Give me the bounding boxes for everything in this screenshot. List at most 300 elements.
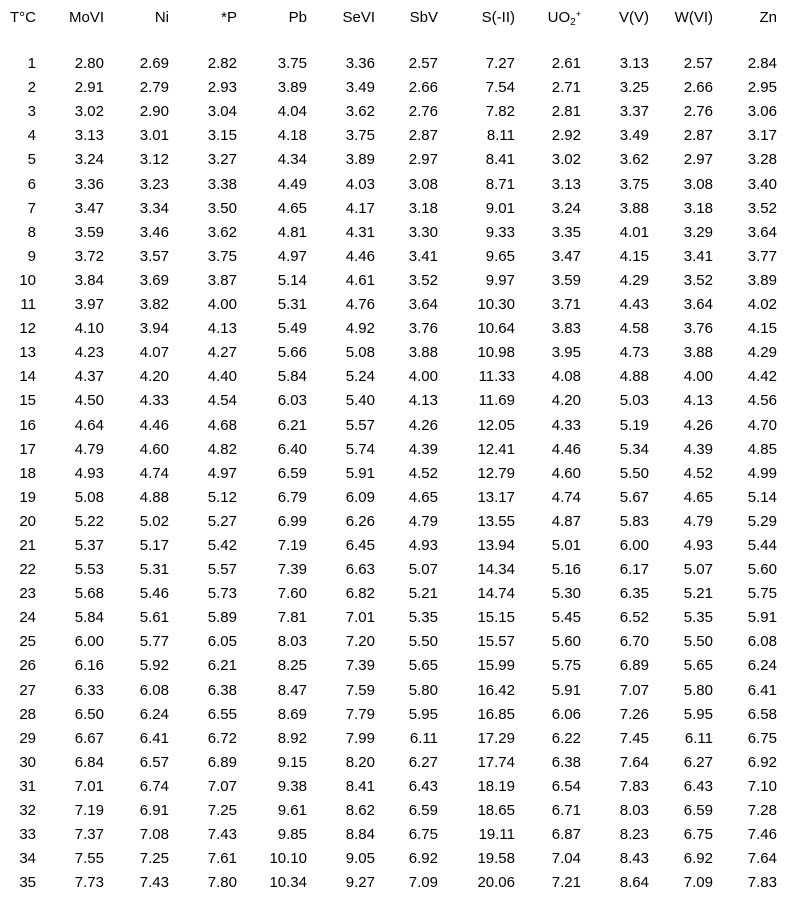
value-cell-sevi: 5.08: [345, 344, 375, 362]
table-row: [0, 558, 780, 582]
table-row: [0, 775, 780, 799]
value-cell-pb: 6.40: [277, 440, 307, 458]
value-cell-vv: 3.37: [619, 103, 649, 121]
value-cell-uo2: 6.87: [551, 826, 581, 844]
value-cell-pb: 9.85: [277, 826, 307, 844]
value-cell-sevi: 4.03: [345, 175, 375, 193]
column-header-label: V(V): [619, 9, 649, 26]
temperature-cell: 24: [19, 609, 36, 627]
value-cell-zn: 6.08: [747, 633, 777, 651]
temperature-cell: 32: [19, 802, 36, 819]
value-cell-movi: 6.00: [74, 633, 104, 651]
value-cell-s2: 16.42: [477, 681, 515, 699]
value-cell-movi: 3.36: [74, 175, 104, 193]
value-cell-wvi: 6.92: [683, 850, 713, 868]
table-body: [0, 30, 780, 895]
table-row: [0, 486, 780, 510]
value-cell-sbv: 4.65: [408, 488, 438, 506]
value-cell-ni: 3.94: [139, 320, 169, 338]
column-header-label: Ni: [154, 9, 169, 26]
value-cell-s2: 13.94: [477, 536, 515, 554]
value-cell-ni: 2.90: [139, 103, 169, 121]
value-cell-ni: 7.25: [139, 850, 169, 868]
value-cell-zn: 6.41: [747, 681, 777, 699]
table-row: [0, 871, 780, 895]
value-cell-p: 5.73: [207, 585, 237, 603]
value-cell-vv: 3.75: [619, 175, 649, 193]
value-cell-sbv: 4.26: [408, 416, 438, 434]
value-cell-movi: 5.08: [74, 488, 104, 506]
value-cell-wvi: 5.21: [683, 585, 713, 603]
value-cell-vv: 6.89: [619, 657, 649, 675]
temperature-cell: 7: [27, 199, 36, 217]
value-cell-wvi: 3.88: [683, 344, 713, 362]
value-cell-pb: 4.65: [277, 199, 307, 217]
value-cell-uo2: 6.22: [551, 729, 581, 747]
column-header-label: Zn: [759, 9, 777, 26]
value-cell-sbv: 3.64: [408, 296, 438, 314]
value-cell-sbv: 3.08: [408, 175, 438, 193]
value-cell-vv: 5.03: [619, 392, 649, 410]
value-cell-sbv: 3.88: [408, 344, 438, 362]
value-cell-ni: 5.77: [139, 633, 169, 651]
value-cell-ni: 3.34: [139, 199, 169, 217]
value-cell-uo2: 4.60: [551, 464, 581, 482]
table-row: [0, 76, 780, 100]
value-cell-ni: 5.31: [139, 561, 169, 579]
value-cell-s2: 9.01: [485, 199, 515, 217]
value-cell-uo2: 3.02: [551, 151, 581, 169]
value-cell-uo2: 3.47: [551, 247, 581, 265]
value-cell-s2: 8.71: [485, 175, 515, 193]
value-cell-pb: 7.81: [277, 609, 307, 627]
value-cell-wvi: 2.57: [683, 55, 713, 73]
value-cell-ni: 3.46: [139, 223, 169, 241]
value-cell-s2: 9.65: [485, 247, 515, 265]
value-cell-sbv: 3.41: [408, 247, 438, 265]
value-cell-ni: 6.57: [139, 753, 169, 771]
value-cell-pb: 8.47: [277, 681, 307, 699]
value-cell-ni: 4.20: [139, 368, 169, 386]
value-cell-sbv: 2.76: [408, 103, 438, 121]
value-cell-uo2: 3.35: [551, 223, 581, 241]
column-header-label: Pb: [288, 9, 307, 26]
table-row: [0, 510, 780, 534]
value-cell-movi: 7.37: [74, 826, 104, 844]
value-cell-uo2: 6.71: [551, 802, 581, 819]
table-row: [0, 414, 780, 438]
value-cell-s2: 19.11: [478, 826, 515, 844]
value-cell-pb: 3.75: [277, 55, 307, 73]
value-cell-s2: 9.97: [485, 271, 515, 289]
value-cell-p: 6.55: [207, 705, 237, 723]
value-cell-uo2: 3.13: [551, 175, 581, 193]
value-cell-s2: 12.79: [477, 464, 515, 482]
value-cell-movi: 7.01: [74, 777, 104, 795]
temperature-cell: 1: [27, 55, 36, 73]
temperature-cell: 2: [27, 79, 36, 97]
value-cell-uo2: 4.33: [551, 416, 581, 434]
value-cell-sevi: 4.92: [345, 320, 375, 338]
value-cell-ni: 5.17: [139, 536, 169, 554]
value-cell-s2: 10.64: [477, 320, 515, 338]
value-cell-wvi: 6.27: [683, 753, 713, 771]
value-cell-s2: 7.27: [485, 55, 515, 73]
column-header-superscript: +: [575, 9, 581, 19]
temperature-cell: 26: [19, 657, 36, 675]
value-cell-pb: 7.60: [277, 585, 307, 603]
value-cell-uo2: 6.38: [551, 753, 581, 771]
value-cell-p: 5.57: [207, 561, 237, 579]
value-cell-p: 3.50: [207, 199, 237, 217]
value-cell-zn: 2.84: [747, 55, 777, 73]
temperature-cell: 25: [19, 633, 36, 651]
value-cell-sbv: 5.35: [408, 609, 438, 627]
value-cell-zn: 3.17: [747, 127, 777, 145]
column-header-label: T°C: [10, 9, 36, 26]
value-cell-zn: 4.29: [747, 344, 777, 362]
value-cell-wvi: 6.59: [683, 802, 713, 819]
value-cell-sevi: 6.26: [345, 512, 375, 530]
value-cell-sevi: 7.59: [345, 681, 375, 699]
temperature-cell: 22: [19, 561, 36, 579]
temperature-cell: 14: [19, 368, 36, 386]
value-cell-uo2: 5.16: [551, 561, 581, 579]
value-cell-sbv: 4.00: [408, 368, 438, 386]
value-cell-wvi: 2.66: [683, 79, 713, 97]
table-row: [0, 462, 780, 486]
value-cell-pb: 3.89: [277, 79, 307, 97]
value-cell-ni: 3.01: [139, 127, 169, 145]
value-cell-vv: 3.49: [619, 127, 649, 145]
value-cell-sevi: 4.17: [345, 199, 375, 217]
value-cell-s2: 18.65: [477, 802, 515, 819]
value-cell-movi: 6.33: [74, 681, 104, 699]
value-cell-zn: 3.06: [747, 103, 777, 121]
value-cell-ni: 6.91: [139, 802, 169, 819]
value-cell-zn: 4.42: [747, 368, 777, 386]
value-cell-p: 5.89: [207, 609, 237, 627]
value-cell-zn: 3.64: [747, 223, 777, 241]
value-cell-sbv: 3.30: [408, 223, 438, 241]
value-cell-pb: 4.04: [277, 103, 307, 121]
value-cell-vv: 3.25: [619, 79, 649, 97]
value-cell-s2: 11.69: [478, 392, 515, 410]
value-cell-sevi: 4.46: [345, 247, 375, 265]
value-cell-p: 6.38: [207, 681, 237, 699]
table-row: [0, 124, 780, 148]
value-cell-zn: 4.15: [747, 320, 777, 338]
value-cell-movi: 7.73: [74, 874, 104, 892]
value-cell-s2: 14.74: [477, 585, 515, 603]
value-cell-ni: 2.79: [139, 79, 169, 97]
value-cell-sevi: 3.49: [345, 79, 375, 97]
value-cell-s2: 15.57: [477, 633, 515, 651]
value-cell-vv: 6.52: [619, 609, 649, 627]
column-header-movi: [44, 6, 107, 30]
value-cell-sbv: 6.59: [408, 802, 438, 819]
value-cell-ni: 7.43: [139, 874, 169, 892]
value-cell-wvi: 6.11: [684, 729, 713, 747]
value-cell-zn: 7.10: [747, 777, 777, 795]
value-cell-wvi: 5.07: [683, 561, 713, 579]
value-cell-wvi: 4.13: [683, 392, 713, 410]
value-cell-ni: 4.60: [139, 440, 169, 458]
value-cell-movi: 3.59: [74, 223, 104, 241]
value-cell-vv: 6.35: [619, 585, 649, 603]
value-cell-pb: 9.38: [277, 777, 307, 795]
temperature-cell: 28: [19, 705, 36, 723]
value-cell-sbv: 5.50: [408, 633, 438, 651]
value-cell-s2: 15.99: [477, 657, 515, 675]
value-cell-uo2: 3.71: [551, 296, 581, 314]
value-cell-vv: 8.43: [619, 850, 649, 868]
column-header-label: *P: [221, 9, 237, 26]
temperature-cell: 9: [27, 247, 36, 265]
column-header-label: W(VI): [674, 9, 713, 26]
value-cell-vv: 6.00: [619, 536, 649, 554]
value-cell-zn: 4.70: [747, 416, 777, 434]
value-cell-sevi: 4.61: [345, 271, 375, 289]
value-cell-movi: 5.53: [74, 561, 104, 579]
value-cell-zn: 5.75: [747, 585, 777, 603]
value-cell-wvi: 7.09: [683, 874, 713, 892]
value-cell-s2: 13.17: [477, 488, 515, 506]
value-cell-sevi: 3.75: [345, 127, 375, 145]
value-cell-sevi: 5.74: [345, 440, 375, 458]
value-cell-wvi: 4.39: [683, 440, 713, 458]
value-cell-ni: 4.07: [139, 344, 169, 362]
value-cell-uo2: 5.91: [551, 681, 581, 699]
value-cell-vv: 4.15: [619, 247, 649, 265]
column-header-sbv: [378, 6, 441, 30]
value-cell-ni: 5.46: [139, 585, 169, 603]
table-row: [0, 317, 780, 341]
value-cell-sevi: 8.62: [345, 802, 375, 819]
value-cell-sbv: 4.39: [408, 440, 438, 458]
value-cell-p: 4.00: [207, 296, 237, 314]
value-cell-sevi: 8.41: [345, 777, 375, 795]
value-cell-p: 6.05: [207, 633, 237, 651]
value-cell-pb: 6.21: [277, 416, 307, 434]
value-cell-zn: 5.14: [747, 488, 777, 506]
table-row: [0, 847, 780, 871]
value-cell-zn: 7.46: [747, 826, 777, 844]
table-row: [0, 606, 780, 630]
value-cell-sbv: 2.87: [408, 127, 438, 145]
value-cell-wvi: 2.76: [683, 103, 713, 121]
value-cell-uo2: 3.59: [551, 271, 581, 289]
value-cell-p: 6.89: [207, 753, 237, 771]
value-cell-zn: 7.83: [747, 874, 777, 892]
value-cell-p: 4.27: [207, 344, 237, 362]
value-cell-movi: 2.91: [74, 79, 104, 97]
value-cell-movi: 3.72: [74, 247, 104, 265]
value-cell-zn: 3.40: [747, 175, 777, 193]
value-cell-sbv: 5.07: [408, 561, 438, 579]
value-cell-p: 3.15: [207, 127, 237, 145]
temperature-cell: 19: [19, 488, 36, 506]
value-cell-movi: 3.02: [74, 103, 104, 121]
value-cell-ni: 4.74: [139, 464, 169, 482]
value-cell-sbv: 6.27: [408, 753, 438, 771]
value-cell-vv: 8.64: [619, 874, 649, 892]
value-cell-zn: 4.56: [747, 392, 777, 410]
value-cell-sbv: 6.43: [408, 777, 438, 795]
value-cell-wvi: 3.29: [683, 223, 713, 241]
value-cell-wvi: 5.35: [683, 609, 713, 627]
value-cell-uo2: 6.06: [551, 705, 581, 723]
value-cell-pb: 4.49: [277, 175, 307, 193]
value-cell-s2: 7.54: [485, 79, 515, 97]
value-cell-uo2: 2.71: [551, 79, 581, 97]
value-cell-movi: 3.13: [74, 127, 104, 145]
value-cell-movi: 7.55: [74, 850, 104, 868]
value-cell-p: 7.80: [207, 874, 237, 892]
value-cell-p: 7.43: [207, 826, 237, 844]
value-cell-uo2: 2.61: [551, 55, 581, 73]
value-cell-s2: 8.11: [486, 127, 515, 145]
temperature-cell: 29: [19, 729, 36, 747]
value-cell-wvi: 2.87: [683, 127, 713, 145]
temperature-cell: 16: [19, 416, 36, 434]
value-cell-zn: 3.52: [747, 199, 777, 217]
table-row: [0, 197, 780, 221]
value-cell-pb: 5.31: [277, 296, 307, 314]
value-cell-zn: 5.60: [747, 561, 777, 579]
value-cell-pb: 9.15: [277, 753, 307, 771]
value-cell-ni: 3.12: [139, 151, 169, 169]
temperature-cell: 4: [27, 127, 36, 145]
value-cell-movi: 4.50: [74, 392, 104, 410]
value-cell-sevi: 6.09: [345, 488, 375, 506]
table-row: [0, 727, 780, 751]
value-cell-sbv: 2.66: [408, 79, 438, 97]
value-cell-zn: 6.75: [747, 729, 777, 747]
value-cell-sbv: 4.13: [408, 392, 438, 410]
value-cell-wvi: 5.50: [683, 633, 713, 651]
value-cell-wvi: 5.95: [683, 705, 713, 723]
value-cell-uo2: 5.45: [551, 609, 581, 627]
value-cell-pb: 6.79: [277, 488, 307, 506]
value-cell-zn: 6.58: [747, 705, 777, 723]
table-row: [0, 245, 780, 269]
table-row: [0, 582, 780, 606]
value-cell-uo2: 5.30: [551, 585, 581, 603]
value-cell-sbv: 3.52: [408, 271, 438, 289]
value-cell-wvi: 4.65: [683, 488, 713, 506]
value-cell-sevi: 7.79: [345, 705, 375, 723]
value-cell-p: 4.13: [207, 320, 237, 338]
value-cell-movi: 4.79: [74, 440, 104, 458]
value-cell-vv: 8.23: [619, 826, 649, 844]
value-cell-sbv: 6.11: [409, 729, 438, 747]
value-cell-vv: 4.58: [619, 320, 649, 338]
value-cell-sevi: 7.01: [345, 609, 375, 627]
value-cell-s2: 17.29: [477, 729, 515, 747]
column-header-label: SeVI: [342, 9, 375, 26]
value-cell-zn: 5.44: [747, 536, 777, 554]
value-cell-sbv: 6.75: [408, 826, 438, 844]
table-row: [0, 703, 780, 727]
value-cell-wvi: 6.43: [683, 777, 713, 795]
table-row: [0, 365, 780, 389]
value-cell-wvi: 4.79: [683, 512, 713, 530]
value-cell-zn: 3.28: [747, 151, 777, 169]
value-cell-uo2: 7.21: [551, 874, 581, 892]
value-cell-wvi: 6.75: [683, 826, 713, 844]
value-cell-pb: 8.25: [277, 657, 307, 675]
value-cell-sbv: 4.79: [408, 512, 438, 530]
value-cell-movi: 6.84: [74, 753, 104, 771]
value-cell-movi: 4.37: [74, 368, 104, 386]
value-cell-s2: 13.55: [477, 512, 515, 530]
table-row: [0, 534, 780, 558]
value-cell-sevi: 7.99: [345, 729, 375, 747]
value-cell-p: 2.93: [207, 79, 237, 97]
value-cell-pb: 9.61: [277, 802, 307, 819]
value-cell-movi: 5.22: [74, 512, 104, 530]
value-cell-p: 5.12: [207, 488, 237, 506]
value-cell-sevi: 6.82: [345, 585, 375, 603]
value-cell-pb: 4.81: [277, 223, 307, 241]
table-row: [0, 221, 780, 245]
value-cell-ni: 4.33: [139, 392, 169, 410]
value-cell-pb: 6.59: [277, 464, 307, 482]
value-cell-pb: 4.97: [277, 247, 307, 265]
value-cell-ni: 7.08: [139, 826, 169, 844]
value-cell-wvi: 2.97: [683, 151, 713, 169]
value-cell-s2: 14.34: [477, 561, 515, 579]
value-cell-p: 7.61: [207, 850, 237, 868]
value-cell-sevi: 8.84: [345, 826, 375, 844]
value-cell-movi: 5.84: [74, 609, 104, 627]
column-header-ni: [107, 6, 172, 30]
value-cell-movi: 4.10: [74, 320, 104, 338]
value-cell-pb: 7.19: [277, 536, 307, 554]
value-cell-vv: 7.26: [619, 705, 649, 723]
value-cell-sbv: 3.18: [408, 199, 438, 217]
value-cell-vv: 4.29: [619, 271, 649, 289]
value-cell-zn: 4.85: [747, 440, 777, 458]
value-cell-p: 5.27: [207, 512, 237, 530]
value-cell-movi: 5.37: [74, 536, 104, 554]
value-cell-movi: 6.16: [74, 657, 104, 675]
value-cell-pb: 10.34: [269, 874, 307, 892]
value-cell-vv: 8.03: [619, 802, 649, 819]
value-cell-vv: 4.73: [619, 344, 649, 362]
value-cell-movi: 3.24: [74, 151, 104, 169]
column-header-label: SbV: [409, 9, 438, 26]
value-cell-uo2: 2.92: [551, 127, 581, 145]
value-cell-wvi: 3.18: [683, 199, 713, 217]
table-row: [0, 654, 780, 678]
value-cell-pb: 8.69: [277, 705, 307, 723]
value-cell-sbv: 4.52: [408, 464, 438, 482]
data-table: [0, 6, 780, 895]
value-cell-wvi: 5.80: [683, 681, 713, 699]
value-cell-wvi: 4.52: [683, 464, 713, 482]
value-cell-sevi: 6.45: [345, 536, 375, 554]
temperature-cell: 8: [27, 223, 36, 241]
value-cell-s2: 11.33: [478, 368, 515, 386]
value-cell-uo2: 4.74: [551, 488, 581, 506]
value-cell-pb: 6.99: [277, 512, 307, 530]
value-cell-uo2: 3.24: [551, 199, 581, 217]
value-cell-sevi: 7.20: [345, 633, 375, 651]
temperature-cell: 12: [19, 320, 36, 338]
value-cell-vv: 5.83: [619, 512, 649, 530]
